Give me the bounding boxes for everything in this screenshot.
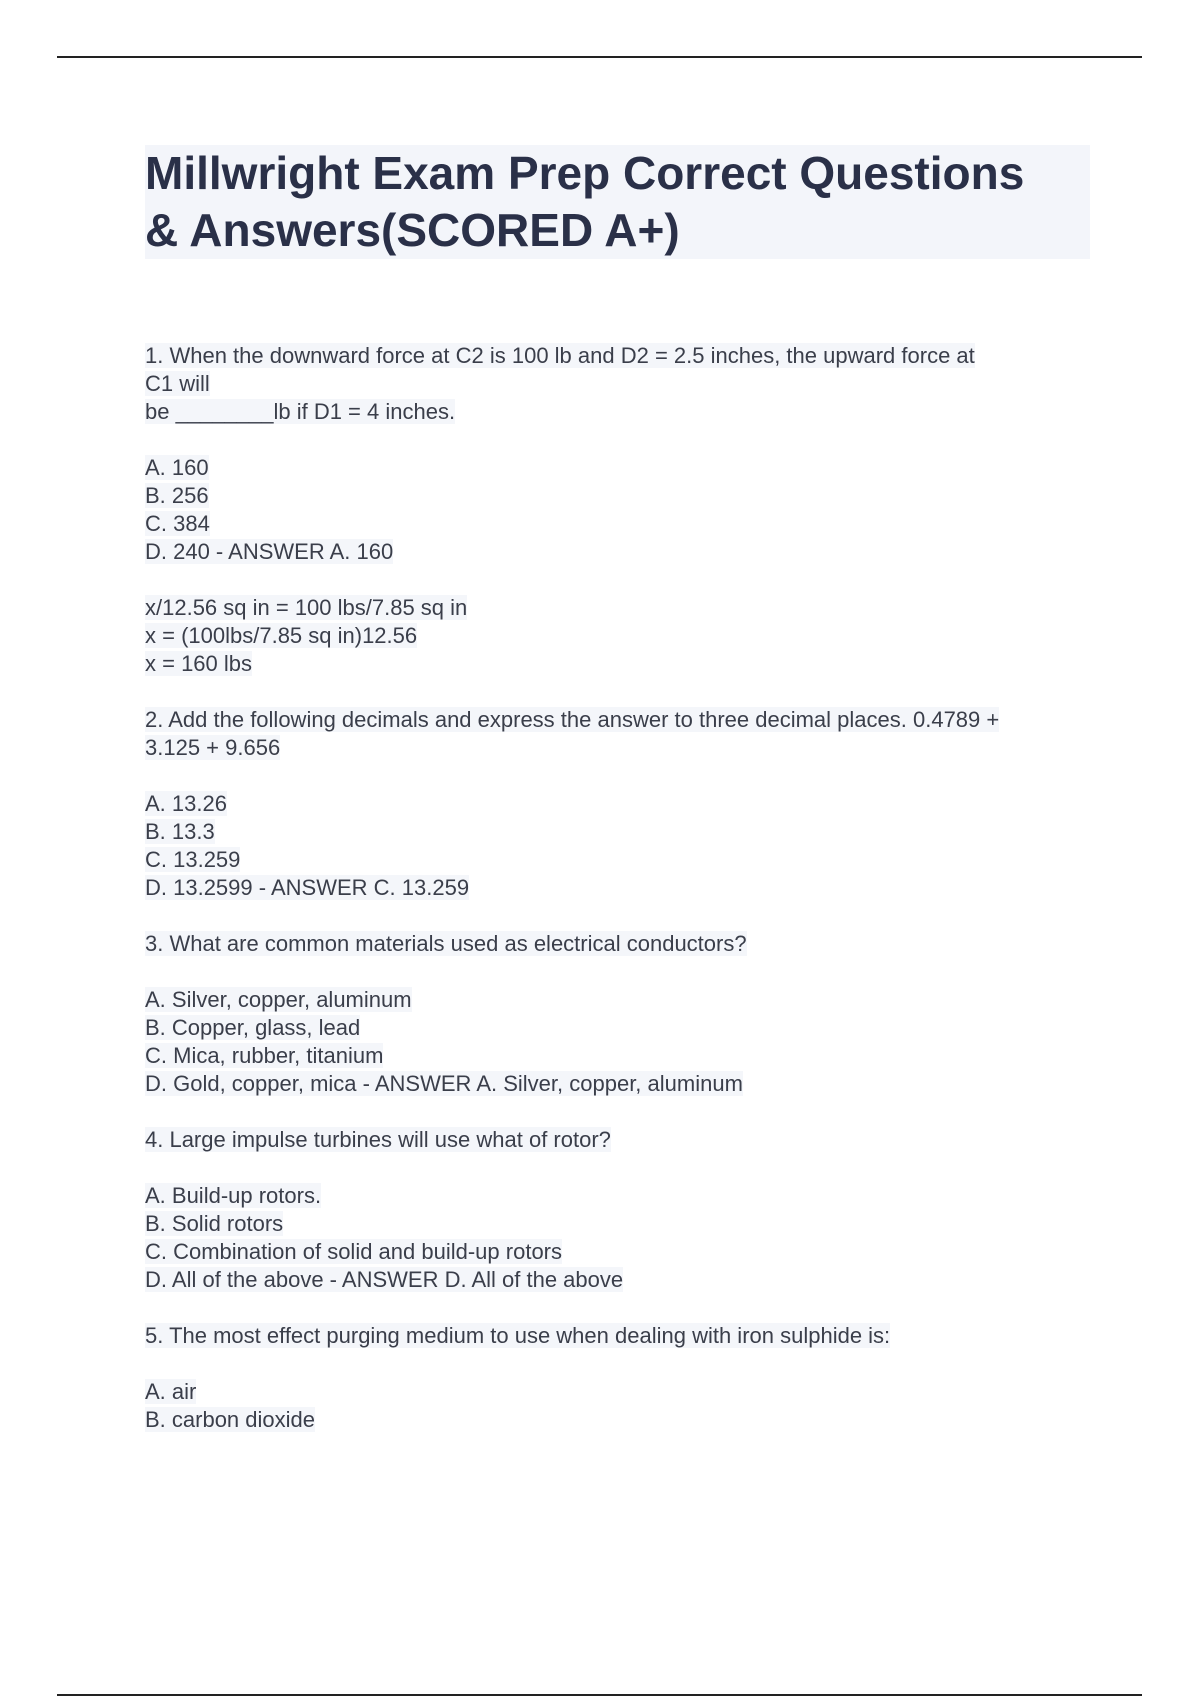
document-body xyxy=(145,342,1090,1434)
question-1-text-line-1: 1. When the downward force at C2 is 100 lb and D2 = 2.5 inches, the upward force at xyxy=(145,343,975,368)
top-rule xyxy=(57,56,1142,58)
question-2-option-b: B. 13.3 xyxy=(145,819,215,844)
question-3-option-a: A. Silver, copper, aluminum xyxy=(145,987,412,1012)
question-2-option-c: C. 13.259 xyxy=(145,847,241,872)
question-3-option-d-answer: D. Gold, copper, mica - ANSWER A. Silver, copper, aluminum xyxy=(145,1071,743,1096)
question-4-option-a: A. Build-up rotors. xyxy=(145,1183,322,1208)
question-4 xyxy=(145,1126,1090,1294)
question-2 xyxy=(145,706,1090,902)
question-2-option-a: A. 13.26 xyxy=(145,791,227,816)
title-line-2: & Answers(SCORED A+) xyxy=(145,204,680,256)
question-1-work-line-1: x/12.56 sq in = 100 lbs/7.85 sq in xyxy=(145,595,468,620)
question-3-option-c: C. Mica, rubber, titanium xyxy=(145,1043,384,1068)
question-5 xyxy=(145,1322,1090,1434)
question-5-option-a: A. air xyxy=(145,1379,197,1404)
question-1-text-line-2: C1 will xyxy=(145,371,210,396)
question-3 xyxy=(145,930,1090,1098)
question-1-work-line-2: x = (100lbs/7.85 sq in)12.56 xyxy=(145,623,418,648)
question-1-option-c: C. 384 xyxy=(145,511,210,536)
question-1-text-line-3: be ________lb if D1 = 4 inches. xyxy=(145,399,456,424)
question-1 xyxy=(145,342,1090,678)
question-2-option-d-answer: D. 13.2599 - ANSWER C. 13.259 xyxy=(145,875,470,900)
title-line-1: Millwright Exam Prep Correct Questions xyxy=(145,147,1025,199)
question-4-option-d-answer: D. All of the above - ANSWER D. All of the above xyxy=(145,1267,624,1292)
page-content xyxy=(145,145,1090,1434)
question-5-option-b: B. carbon dioxide xyxy=(145,1407,315,1432)
question-5-text-line-1: 5. The most effect purging medium to use when dealing with iron sulphide is: xyxy=(145,1323,891,1348)
question-4-text-line-1: 4. Large impulse turbines will use what of rotor? xyxy=(145,1127,611,1152)
question-3-option-b: B. Copper, glass, lead xyxy=(145,1015,361,1040)
question-1-option-d-answer: D. 240 - ANSWER A. 160 xyxy=(145,539,394,564)
bottom-rule xyxy=(57,1694,1142,1696)
question-4-option-b: B. Solid rotors xyxy=(145,1211,284,1236)
question-1-work-line-3: x = 160 lbs xyxy=(145,651,253,676)
question-1-option-a: A. 160 xyxy=(145,455,209,480)
question-3-text-line-1: 3. What are common materials used as electrical conductors? xyxy=(145,931,747,956)
question-1-option-b: B. 256 xyxy=(145,483,209,508)
question-2-text-line-1: 2. Add the following decimals and express the answer to three decimal places. 0.4789 + xyxy=(145,707,1000,732)
question-4-option-c: C. Combination of solid and build-up rotors xyxy=(145,1239,563,1264)
document-title xyxy=(145,145,1090,259)
question-2-text-line-2: 3.125 + 9.656 xyxy=(145,735,281,760)
